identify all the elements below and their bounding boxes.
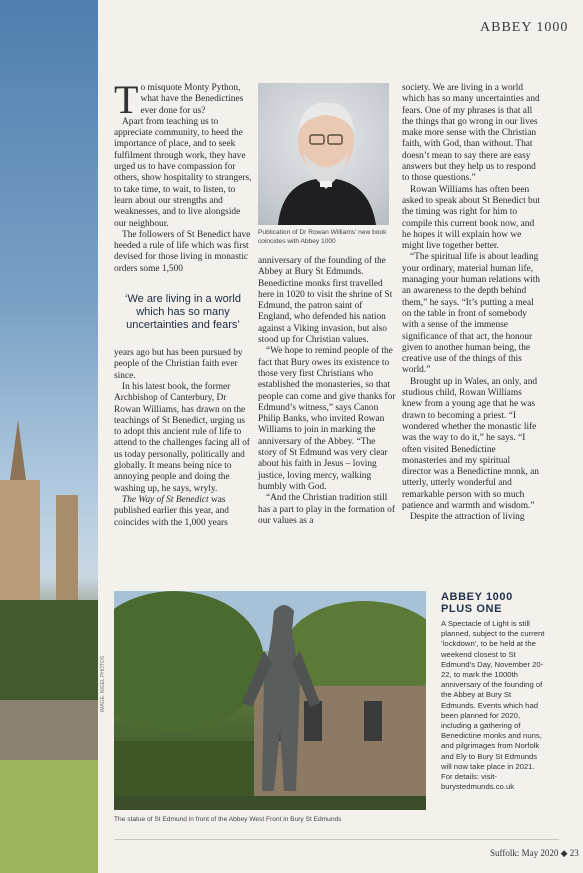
paragraph: In his latest book, the former Archbishop of Canterbury, Dr Rowan Williams, has drawn on the teachings of St Benedict, urging us to adopt this ancient rule of life to attend to the challenges facing all of us today personally, politically and globally. It means being nice to annoying people and doing the washing up, he says, wryly. xyxy=(114,381,250,494)
page-folio: Suffolk: May 2020 ◆ 23 xyxy=(490,848,579,858)
st-edmund-statue-photo xyxy=(114,591,426,810)
sidebar-body: A Spectacle of Light is still planned, subject to the current ‘lockdown’, to be held at the weekend closest to St Edmund’s Day, November 20-22, to mark the 1000th anniversary of the founding of the Abbey at Bury St Edmunds. Events which had been planned for 2020, including a gathering of Benedictine monks and nuns, and pilgrimages from Norfolk and Ely to Bury St Edmunds will now take place in 2021. For details: visit-burystedmunds.co.uk xyxy=(441,619,545,792)
book-title: The Way of St Benedict xyxy=(122,494,209,505)
photo-caption: The statue of St Edmund in front of the Abbey West Front in Bury St Edmunds xyxy=(114,816,342,823)
paragraph: Rowan Williams has often been asked to speak about St Benedict but the timing was right for him to compile this current book now, and he hopes it will explain how we might live together better. xyxy=(402,184,540,252)
paragraph: Despite the attraction of living xyxy=(410,512,525,523)
paragraph: society. We are living in a world which has so many uncertainties and fears. One of my phrases is that all the things that go wrong in our lives make more sense with the Christian faith, with God, than without. That doesn’t mean to say there are easy answers but they help us to respond to those questions.” xyxy=(402,83,540,184)
sidebar-heading xyxy=(441,591,546,615)
sidebar-heading-line-2: PLUS ONE xyxy=(441,603,503,615)
paragraph: “The spiritual life is about leading your ordinary, material human life, managing your human relations with an awareness to the depth behind them,” he says. “It’s putting a meal on the table in front of somebody with a sense of the immense significance of that act, the honour given to another human being, the creative use of the things of this world.” xyxy=(402,252,540,376)
left-page-photo xyxy=(0,0,98,873)
article-column-3 xyxy=(402,83,540,524)
paragraph: “We hope to remind people of the fact that Bury owes its existence to those very first Christians who established the monasteries, so that people can come and give thanks for Edmund’s witness,” says Canon Philip Banks, who invited Rowan Williams to join in marking the anniversary of the Abbey. “The story of St Edmund was very clear about his faith in Jesus – loving justice, loving mercy, walking humbly with God. xyxy=(258,346,396,492)
photo-credit: IMAGE: NIGEL PHOTOS xyxy=(100,655,106,712)
portrait-caption: Publication of Dr Rowan Williams’ new book coincides with Abbey 1000 xyxy=(258,229,387,245)
paragraph: anniversary of the founding of the Abbey at Bury St Edmunds. Benedictine monks first travelled here in 1020 to visit the shrine of St Edmund, the patron saint of England, who defended his nation against a Viking invasion, but also stood up for Christian values. xyxy=(258,256,393,346)
abbey-1000-plus-one-box xyxy=(441,591,546,792)
section-header: ABBEY 1000 xyxy=(480,20,569,35)
paragraph: The followers of St Benedict have heeded a rule of life which was first devised for those living in monastic orders some 1,500 xyxy=(114,229,251,274)
paragraph: “And the Christian tradition still has a part to play in the formation of our values as a xyxy=(258,493,395,526)
rowan-williams-portrait xyxy=(258,83,389,225)
dropcap: T xyxy=(114,77,139,122)
paragraph: years ago but has been pursued by people of the Christian faith ever since. xyxy=(114,348,243,381)
paragraph: o misquote Monty Python, what have the Benedictines ever done for us? xyxy=(140,83,244,116)
pull-quote: ‘We are living in a world which has so many uncertainties and fears’ xyxy=(125,293,241,332)
article-column-1 xyxy=(114,77,252,529)
paragraph xyxy=(114,495,252,529)
sidebar-heading-line-1: ABBEY 1000 xyxy=(441,591,513,603)
paragraph-text: was published earlier this year, and coincides with the 1,000 years xyxy=(114,494,229,528)
article-opening xyxy=(114,77,252,122)
paragraph: Brought up in Wales, an only, and studious child, Rowan Williams knew from a young age that he was drawn to becoming a priest. “I wondered whether the monastic life was the way to do it,” he says. “I often visited Benedictine monasteries and my spiritual director was a Benedictine monk, an utterly, utterly wonderful and remarkable person with so much patience and warmth and wisdom.” xyxy=(402,376,539,511)
footer-divider xyxy=(114,839,559,840)
paragraph: Apart from teaching us to appreciate community, to heed the importance of place, and to seek fulfilment through work, they have urged us to have compassion for others, show hospitality to strangers, to take time, to wait, to listen, to learn about our strengths and weaknesses, and to live alongside our neighbour. xyxy=(114,116,252,229)
article-column-2 xyxy=(258,256,396,527)
